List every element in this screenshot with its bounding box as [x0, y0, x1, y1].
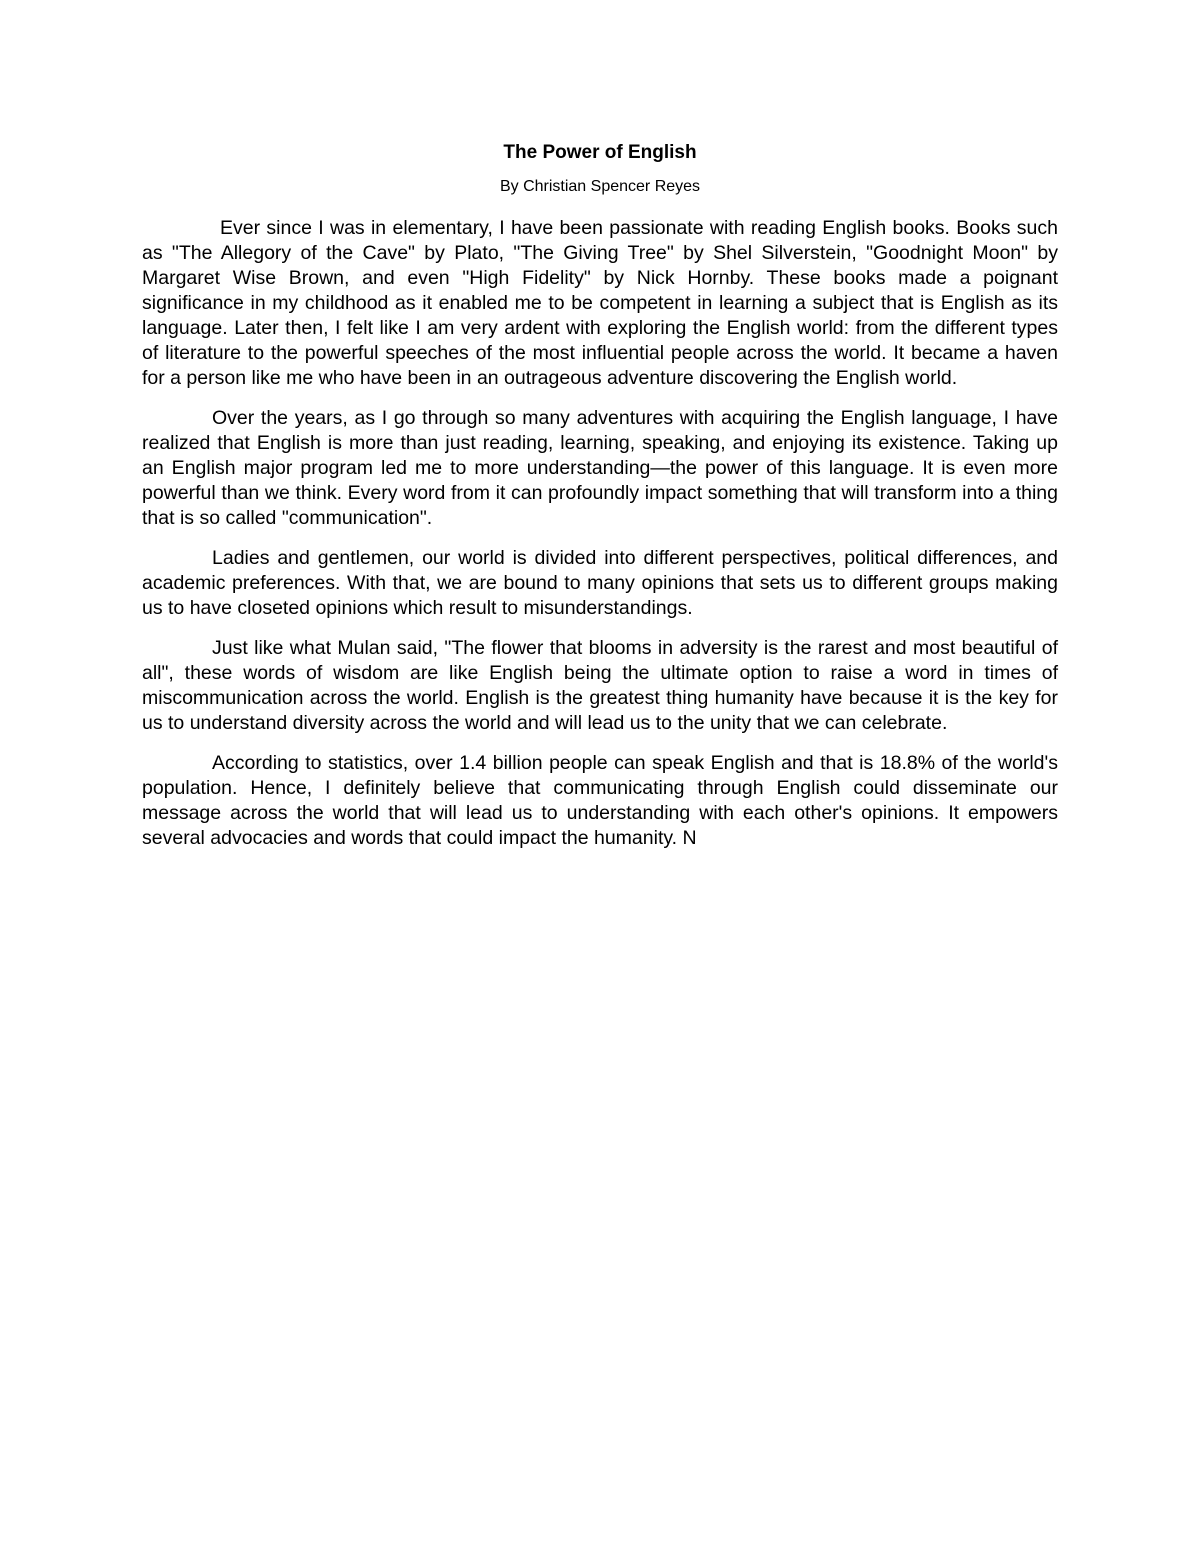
paragraph-1: Ever since I was in elementary, I have been passionate with reading English books. Books such as "The Allegory of the Cave" by Plato, "The Giving Tree" by Shel Silverstein, "Goodnight Moon" by Margaret Wise Brown, and even "High Fidelity" by Nick Hornby. These books made a poignant significance in my childhood as it enabled me to be competent in learning a subject that is English as its language. Later then, I felt like I am very ardent with exploring the English world: from the different types of literature to the powerful speeches of the most influential people across the world. It became a haven for a person like me who have been in an outrageous adventure discovering the English world. [142, 217, 1058, 389]
document-author: By Christian Spencer Reyes [499, 178, 701, 195]
paragraph-4: Just like what Mulan said, "The flower that blooms in adversity is the rarest and most beautiful of all", these words of wisdom are like English being the ultimate option to raise a word in times of miscommunication across the world. English is the greatest thing humanity have because it is the key for us to understand diversity across the world and will lead us to the unity that we can celebrate. [142, 637, 1058, 734]
document-title: The Power of English [503, 142, 697, 163]
paragraph-3: Ladies and gentlemen, our world is divided into different perspectives, political differences, and academic preferences. With that, we are bound to many opinions that sets us to different groups making us to have closeted opinions which result to misunderstandings. [142, 547, 1058, 619]
paragraph-5: According to statistics, over 1.4 billion people can speak English and that is 18.8% of the world's population. Hence, I definitely believe that communicating through English could disseminate our message across the world that will lead us to understanding with each other's opinions. It empowers several advocacies and words that could impact the humanity. N [142, 752, 1058, 849]
paragraph-2: Over the years, as I go through so many adventures with acquiring the English language, I have realized that English is more than just reading, learning, speaking, and enjoying its existence. Taking up an English major program led me to more understanding—the power of this language. It is even more powerful than we think. Every word from it can profoundly impact something that will transform into a thing that is so called "communication". [142, 407, 1058, 529]
document-page [142, 138, 1058, 851]
